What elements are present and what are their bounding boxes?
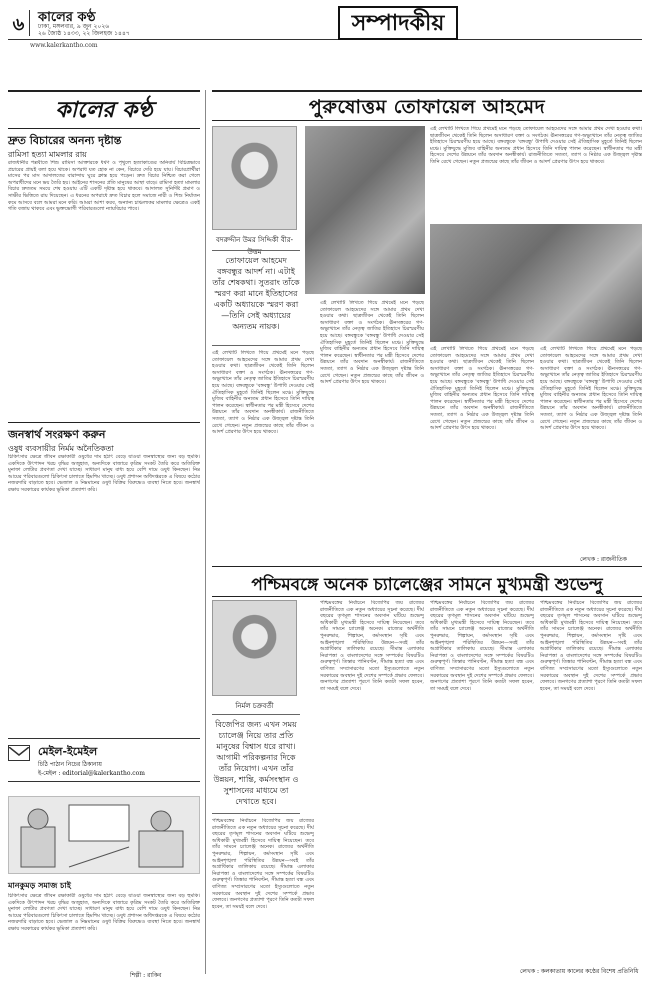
column-divider [205,90,206,974]
article-body: পশ্চিমবঙ্গের নির্বাচনে বিজেপির জয় রাজ্যের রাজনীতিতে এক নতুন অধ্যায়ের সূচনা করেছে। দীর্ঘ বছরের তৃণমূল শাসনের অবসান ঘটিয়ে শুভেন্দু অধিকারী মুখ্যমন্ত্রী হিসেবে দায়িত্ব নিয়েছেন। তবে তাঁর সামনে চ্যালেঞ্জ অনেক। রাজ্যের অর্থনীতি পুনরুদ্ধার, শিল্পায়ন, কর্মসংস্থান সৃষ্টি এবং আইনশৃঙ্খলা পরিস্থিতির উন্নয়ন—সবই তাঁর অগ্রাধিকার তালিকায় রয়েছে। সীমান্ত এলাকার নিরাপত্তা ও বাংলাদেশের সঙ্গে সম্পর্কের বিষয়টিও গুরুত্বপূর্ণ। তিস্তার পানিবণ্টন, সীমান্ত হত্যা বন্ধ এবং বাণিজ্য সম্প্রসারণের মতো ইস্যুগুলোতে নতুন সরকারের অবস্থান দুই দেশের সম্পর্কে প্রভাব ফেলবে। জনগণের প্রত্যাশা পূরণে তিনি কতটা সফল হবেন, তা সময়ই বলে দেবে। [540,600,642,692]
editorial-body: রাজধানীর পল্লবীতে শিশু রামিসা আক্তারকে ধর্ষণ ও পৃথুলে হত্যাকাণ্ডের অনিবার্য বিচিত্রভাবে প্রচারের প্রায়ই বলা হয়ে থাকে। অপরাধ যত হোক না কেন, বিচারে দেরি হয়ে যায়। বিচারপ্রার্থীরা মাসের পর মাস আদালতের বারান্দায় ঘুরে ক্লান্ত হয়ে পড়েন। দ্রুত বিচার নিশ্চিত করা গেলে অপরাধীদের মনে ভয় তৈরি হয়। আইনের শাসনের প্রতি মানুষের আস্থা বাড়ে। রামিসা হত্যা মামলার বিচার দ্রুততম সময়ে শেষ হওয়ায় এটি একটি দৃষ্টান্ত হয়ে থাকবে। আদালত সুনির্দিষ্ট প্রমাণ ও সাক্ষীর ভিত্তিতে রায় দিয়েছেন। এ ধরনের অপরাধে দ্রুত বিচার হলে সমাজে নারী ও শিশু নির্যাতন কমে আসবে বলে আমরা মনে করি। আমরা আশা করব, অন্যান্য চাঞ্চল্যকর মামলার ক্ষেত্রেও একই গতি বজায় থাকবে এবং ভুক্তভোগী পরিবারগুলো ন্যায়বিচার পাবে। [8,160,200,213]
article-body: এই লেখাটি লিখতে গিয়ে প্রথমেই মনে পড়ছে তোফায়েল আহমেদের সঙ্গে আমার প্রথম দেখা হওয়ার কথা। ছাত্রজীবন থেকেই তিনি ছিলেন অসাধারণ বক্তা ও সংগঠক। ঊনসত্তরের গণ-অভ্যুত্থানে তাঁর নেতৃত্ব জাতির ইতিহাসে চিরস্মরণীয় হয়ে আছে। বঙ্গবন্ধুকে 'বঙ্গবন্ধু' উপাধি দেওয়ার সেই ঐতিহাসিক মুহূর্তে তিনিই ছিলেন মঞ্চে। মুক্তিযুদ্ধে মুজিব বাহিনীর অন্যতম প্রধান হিসেবে তিনি দায়িত্ব পালন করেছেন। স্বাধীনতার পর মন্ত্রী হিসেবে দেশের উন্নয়নে তাঁর অবদান অনস্বীকার্য। রাজনীতিতে সততা, ত্যাগ ও নিষ্ঠার এক উজ্জ্বল দৃষ্টান্ত তিনি রেখে গেছেন। নতুন প্রজন্মের কাছে তাঁর জীবন ও আদর্শ প্রেরণার উৎস হয়ে থাকবে। [320,300,424,386]
website-url[interactable]: www.kalerkantho.com [30,42,98,49]
byline: লেখক : কলকাতায় কালের কণ্ঠের বিশেষ প্রতিনিধি [520,968,639,975]
editorial-subtitle: রামিসা হত্যা মামলার রায় [8,150,87,159]
divider [8,422,200,423]
article-body: পশ্চিমবঙ্গের নির্বাচনে বিজেপির জয় রাজ্যের রাজনীতিতে এক নতুন অধ্যায়ের সূচনা করেছে। দীর্ঘ বছরের তৃণমূল শাসনের অবসান ঘটিয়ে শুভেন্দু অধিকারী মুখ্যমন্ত্রী হিসেবে দায়িত্ব নিয়েছেন। তবে তাঁর সামনে চ্যালেঞ্জ অনেক। রাজ্যের অর্থনীতি পুনরুদ্ধার, শিল্পায়ন, কর্মসংস্থান সৃষ্টি এবং আইনশৃঙ্খলা পরিস্থিতির উন্নয়ন—সবই তাঁর অগ্রাধিকার তালিকায় রয়েছে। সীমান্ত এলাকার নিরাপত্তা ও বাংলাদেশের সঙ্গে সম্পর্কের বিষয়টিও গুরুত্বপূর্ণ। তিস্তার পানিবণ্টন, সীমান্ত হত্যা বন্ধ এবং বাণিজ্য সম্প্রসারণের মতো ইস্যুগুলোতে নতুন সরকারের অবস্থান দুই দেশের সম্পর্কে প্রভাব ফেলবে। জনগণের প্রত্যাশা পূরণে তিনি কতটা সফল হবেন, তা সময়ই বলে দেবে। [430,600,534,692]
author-name: বদরুদ্দীন উমর সিদ্দিকী বীর-উত্তম [216,236,293,256]
article-body: এই লেখাটি লিখতে গিয়ে প্রথমেই মনে পড়ছে তোফায়েল আহমেদের সঙ্গে আমার প্রথম দেখা হওয়ার কথা। ছাত্রজীবন থেকেই তিনি ছিলেন অসাধারণ বক্তা ও সংগঠক। ঊনসত্তরের গণ-অভ্যুত্থানে তাঁর নেতৃত্ব জাতির ইতিহাসে চিরস্মরণীয় হয়ে আছে। বঙ্গবন্ধুকে 'বঙ্গবন্ধু' উপাধি দেওয়ার সেই ঐতিহাসিক মুহূর্তে তিনিই ছিলেন মঞ্চে। মুক্তিযুদ্ধে মুজিব বাহিনীর অন্যতম প্রধান হিসেবে তিনি দায়িত্ব পালন করেছেন। স্বাধীনতার পর মন্ত্রী হিসেবে দেশের উন্নয়নে তাঁর অবদান অনস্বীকার্য। রাজনীতিতে সততা, ত্যাগ ও নিষ্ঠার এক উজ্জ্বল দৃষ্টান্ত তিনি রেখে গেছেন। নতুন প্রজন্মের কাছে তাঁর জীবন ও আদর্শ প্রেরণার উৎস হয়ে থাকবে। [430,126,642,165]
pull-quote: তোফায়েল আহমেদ বঙ্গবন্ধুর আদর্শ না। এটাই তাঁর শেষকথা। সুতরাং তাঁকে স্মরণ করা মানে ইতিহাসের একটি অধ্যায়কে স্মরণ করা—তিনি সেই অধ্যায়ের অন্যতম নায়ক। [212,250,300,346]
editorial-body: চিকিৎসার ক্ষেত্রে জীবন রক্ষাকারী ওষুধের দাম হঠাৎ বেড়ে যাওয়া জনস্বাস্থ্যের জন্য বড় হুমকি। একদিকে উৎপাদন খরচ বৃদ্ধির অজুহাত, অন্যদিকে বাজারে কৃত্রিম সংকট তৈরি করে অতিরিক্ত মুনাফা লোটার প্রবণতা দেখা যাচ্ছে। সাধারণ মানুষ বাধ্য হয়ে বেশি দামে ওষুধ কিনছেন। নিম্ন আয়ের পরিবারগুলো চিকিৎসা চালাতে হিমশিম খাচ্ছে। ওষুধ প্রশাসন অধিদপ্তরকে এ বিষয়ে কঠোর নজরদারি বাড়াতে হবে। ভেজাল ও নিম্নমানের ওষুধ বিক্রির বিরুদ্ধেও ব্যবস্থা নিতে হবে। জনস্বার্থ রক্ষায় সরকারের কার্যকর ভূমিকা প্রত্যাশা করি। [8,454,200,493]
divider [212,120,642,121]
article-photo [305,126,425,294]
cartoon-caption: মানকুমড় সমাজ চাই [8,880,71,890]
article-body: এই লেখাটি লিখতে গিয়ে প্রথমেই মনে পড়ছে তোফায়েল আহমেদের সঙ্গে আমার প্রথম দেখা হওয়ার কথা। ছাত্রজীবন থেকেই তিনি ছিলেন অসাধারণ বক্তা ও সংগঠক। ঊনসত্তরের গণ-অভ্যুত্থানে তাঁর নেতৃত্ব জাতির ইতিহাসে চিরস্মরণীয় হয়ে আছে। বঙ্গবন্ধুকে 'বঙ্গবন্ধু' উপাধি দেওয়ার সেই ঐতিহাসিক মুহূর্তে তিনিই ছিলেন মঞ্চে। মুক্তিযুদ্ধে মুজিব বাহিনীর অন্যতম প্রধান হিসেবে তিনি দায়িত্ব পালন করেছেন। স্বাধীনতার পর মন্ত্রী হিসেবে দেশের উন্নয়নে তাঁর অবদান অনস্বীকার্য। রাজনীতিতে সততা, ত্যাগ ও নিষ্ঠার এক উজ্জ্বল দৃষ্টান্ত তিনি রেখে গেছেন। নতুন প্রজন্মের কাছে তাঁর জীবন ও আদর্শ প্রেরণার উৎস হয়ে থাকবে। [430,346,534,432]
divider [8,90,200,92]
article-body: পশ্চিমবঙ্গের নির্বাচনে বিজেপির জয় রাজ্যের রাজনীতিতে এক নতুন অধ্যায়ের সূচনা করেছে। দীর্ঘ বছরের তৃণমূল শাসনের অবসান ঘটিয়ে শুভেন্দু অধিকারী মুখ্যমন্ত্রী হিসেবে দায়িত্ব নিয়েছেন। তবে তাঁর সামনে চ্যালেঞ্জ অনেক। রাজ্যের অর্থনীতি পুনরুদ্ধার, শিল্পায়ন, কর্মসংস্থান সৃষ্টি এবং আইনশৃঙ্খলা পরিস্থিতির উন্নয়ন—সবই তাঁর অগ্রাধিকার তালিকায় রয়েছে। সীমান্ত এলাকার নিরাপত্তা ও বাংলাদেশের সঙ্গে সম্পর্কের বিষয়টিও গুরুত্বপূর্ণ। তিস্তার পানিবণ্টন, সীমান্ত হত্যা বন্ধ এবং বাণিজ্য সম্প্রসারণের মতো ইস্যুগুলোতে নতুন সরকারের অবস্থান দুই দেশের সম্পর্কে প্রভাব ফেলবে। জনগণের প্রত্যাশা পূরণে তিনি কতটা সফল হবেন, তা সময়ই বলে দেবে। [320,600,424,692]
header-date: ঢাকা, মঙ্গলবার, ৯ জুন ২০২৬ ২৬ জ্যৈষ্ঠ ১৪৩৩, ২২ জিলহজ ১৪৪৭ [38,23,130,37]
article-title: পুরুষোত্তম তোফায়েল আহমেদ [308,96,546,118]
cartoon-text: চিকিৎসার ক্ষেত্রে জীবন রক্ষাকারী ওষুধের দাম হঠাৎ বেড়ে যাওয়া জনস্বাস্থ্যের জন্য বড় হুমকি। একদিকে উৎপাদন খরচ বৃদ্ধির অজুহাত, অন্যদিকে বাজারে কৃত্রিম সংকট তৈরি করে অতিরিক্ত মুনাফা লোটার প্রবণতা দেখা যাচ্ছে। সাধারণ মানুষ বাধ্য হয়ে বেশি দামে ওষুধ কিনছেন। নিম্ন আয়ের পরিবারগুলো চিকিৎসা চালাতে হিমশিম খাচ্ছে। ওষুধ প্রশাসন অধিদপ্তরকে এ বিষয়ে কঠোর নজরদারি বাড়াতে হবে। ভেজাল ও নিম্নমানের ওষুধ বিক্রির বিরুদ্ধেও ব্যবস্থা নিতে হবে। জনস্বার্থ রক্ষায় সরকারের কার্যকর ভূমিকা প্রত্যাশা করি। [8,893,200,932]
mail-section [8,738,200,782]
header-logo: কালের কণ্ঠ [38,10,96,25]
cartoon-image [8,796,200,874]
article-photo [430,224,642,342]
article-body: এই লেখাটি লিখতে গিয়ে প্রথমেই মনে পড়ছে তোফায়েল আহমেদের সঙ্গে আমার প্রথম দেখা হওয়ার কথা। ছাত্রজীবন থেকেই তিনি ছিলেন অসাধারণ বক্তা ও সংগঠক। ঊনসত্তরের গণ-অভ্যুত্থানে তাঁর নেতৃত্ব জাতির ইতিহাসে চিরস্মরণীয় হয়ে আছে। বঙ্গবন্ধুকে 'বঙ্গবন্ধু' উপাধি দেওয়ার সেই ঐতিহাসিক মুহূর্তে তিনিই ছিলেন মঞ্চে। মুক্তিযুদ্ধে মুজিব বাহিনীর অন্যতম প্রধান হিসেবে তিনি দায়িত্ব পালন করেছেন। স্বাধীনতার পর মন্ত্রী হিসেবে দেশের উন্নয়নে তাঁর অবদান অনস্বীকার্য। রাজনীতিতে সততা, ত্যাগ ও নিষ্ঠার এক উজ্জ্বল দৃষ্টান্ত তিনি রেখে গেছেন। নতুন প্রজন্মের কাছে তাঁর জীবন ও আদর্শ প্রেরণার উৎস হয়ে থাকবে। [540,346,642,432]
author-photo [212,600,297,696]
mail-line: চিঠি পাঠান নিচের ঠিকানায় [38,761,102,768]
editorial-title: দ্রুত বিচারের অনন্য দৃষ্টান্ত [8,134,122,147]
divider [212,596,642,597]
editorial-title: জনস্বার্থ সংরক্ষণ করুন [8,428,106,441]
divider [8,128,200,129]
byline: লেখক : রাজনীতিক [580,556,628,563]
section-title: সম্পাদকীয় [338,6,458,40]
article-body: এই লেখাটি লিখতে গিয়ে প্রথমেই মনে পড়ছে তোফায়েল আহমেদের সঙ্গে আমার প্রথম দেখা হওয়ার কথা। ছাত্রজীবন থেকেই তিনি ছিলেন অসাধারণ বক্তা ও সংগঠক। ঊনসত্তরের গণ-অভ্যুত্থানে তাঁর নেতৃত্ব জাতির ইতিহাসে চিরস্মরণীয় হয়ে আছে। বঙ্গবন্ধুকে 'বঙ্গবন্ধু' উপাধি দেওয়ার সেই ঐতিহাসিক মুহূর্তে তিনিই ছিলেন মঞ্চে। মুক্তিযুদ্ধে মুজিব বাহিনীর অন্যতম প্রধান হিসেবে তিনি দায়িত্ব পালন করেছেন। স্বাধীনতার পর মন্ত্রী হিসেবে দেশের উন্নয়নে তাঁর অবদান অনস্বীকার্য। রাজনীতিতে সততা, ত্যাগ ও নিষ্ঠার এক উজ্জ্বল দৃষ্টান্ত তিনি রেখে গেছেন। নতুন প্রজন্মের কাছে তাঁর জীবন ও আদর্শ প্রেরণার উৎস হয়ে থাকবে। [212,350,314,436]
article-body: পশ্চিমবঙ্গের নির্বাচনে বিজেপির জয় রাজ্যের রাজনীতিতে এক নতুন অধ্যায়ের সূচনা করেছে। দীর্ঘ বছরের তৃণমূল শাসনের অবসান ঘটিয়ে শুভেন্দু অধিকারী মুখ্যমন্ত্রী হিসেবে দায়িত্ব নিয়েছেন। তবে তাঁর সামনে চ্যালেঞ্জ অনেক। রাজ্যের অর্থনীতি পুনরুদ্ধার, শিল্পায়ন, কর্মসংস্থান সৃষ্টি এবং আইনশৃঙ্খলা পরিস্থিতির উন্নয়ন—সবই তাঁর অগ্রাধিকার তালিকায় রয়েছে। সীমান্ত এলাকার নিরাপত্তা ও বাংলাদেশের সঙ্গে সম্পর্কের বিষয়টিও গুরুত্বপূর্ণ। তিস্তার পানিবণ্টন, সীমান্ত হত্যা বন্ধ এবং বাণিজ্য সম্প্রসারণের মতো ইস্যুগুলোতে নতুন সরকারের অবস্থান দুই দেশের সম্পর্কে প্রভাব ফেলবে। জনগণের প্রত্যাশা পূরণে তিনি কতটা সফল হবেন, তা সময়ই বলে দেবে। [212,818,314,910]
divider [212,566,642,567]
author-photo [212,126,297,230]
author-name: নির্মল চক্রবর্তী [235,702,274,710]
mail-email[interactable]: ই-মেইল : editorial@kalerkantho.com [38,770,145,777]
mail-heading: মেইল-ইমেইল [38,745,98,758]
editorial-subtitle: ওষুধ ব্যবসায়ীর নির্মম অনৈতিকতা [8,444,114,453]
masthead: কালের কণ্ঠ [55,97,153,123]
page-number: ৬ [8,10,30,36]
divider [212,90,642,92]
page-header [8,6,642,40]
article-title: পশ্চিমবঙ্গে অনেক চ্যালেঞ্জের সামনে মুখ্যমন্ত্রী শুভেন্দু [251,575,603,595]
cartoon-artist: শিল্পী : রাকিব [130,972,162,979]
envelope-icon [8,745,30,761]
pull-quote: বিজেপির জন্য এখন সময় চ্যালেঞ্জ নিয়ে তার প্রতি মানুষের বিশ্বাস ধরে রাখা। আগামী পরিকল্পনার দিকে তাঁর নিয়োগ। এখন তাঁর উন্নয়ন, শান্তি, কর্মসংস্থান ও সুশাসনের মাধ্যমে তা দেখাতে হবে। [212,714,300,814]
